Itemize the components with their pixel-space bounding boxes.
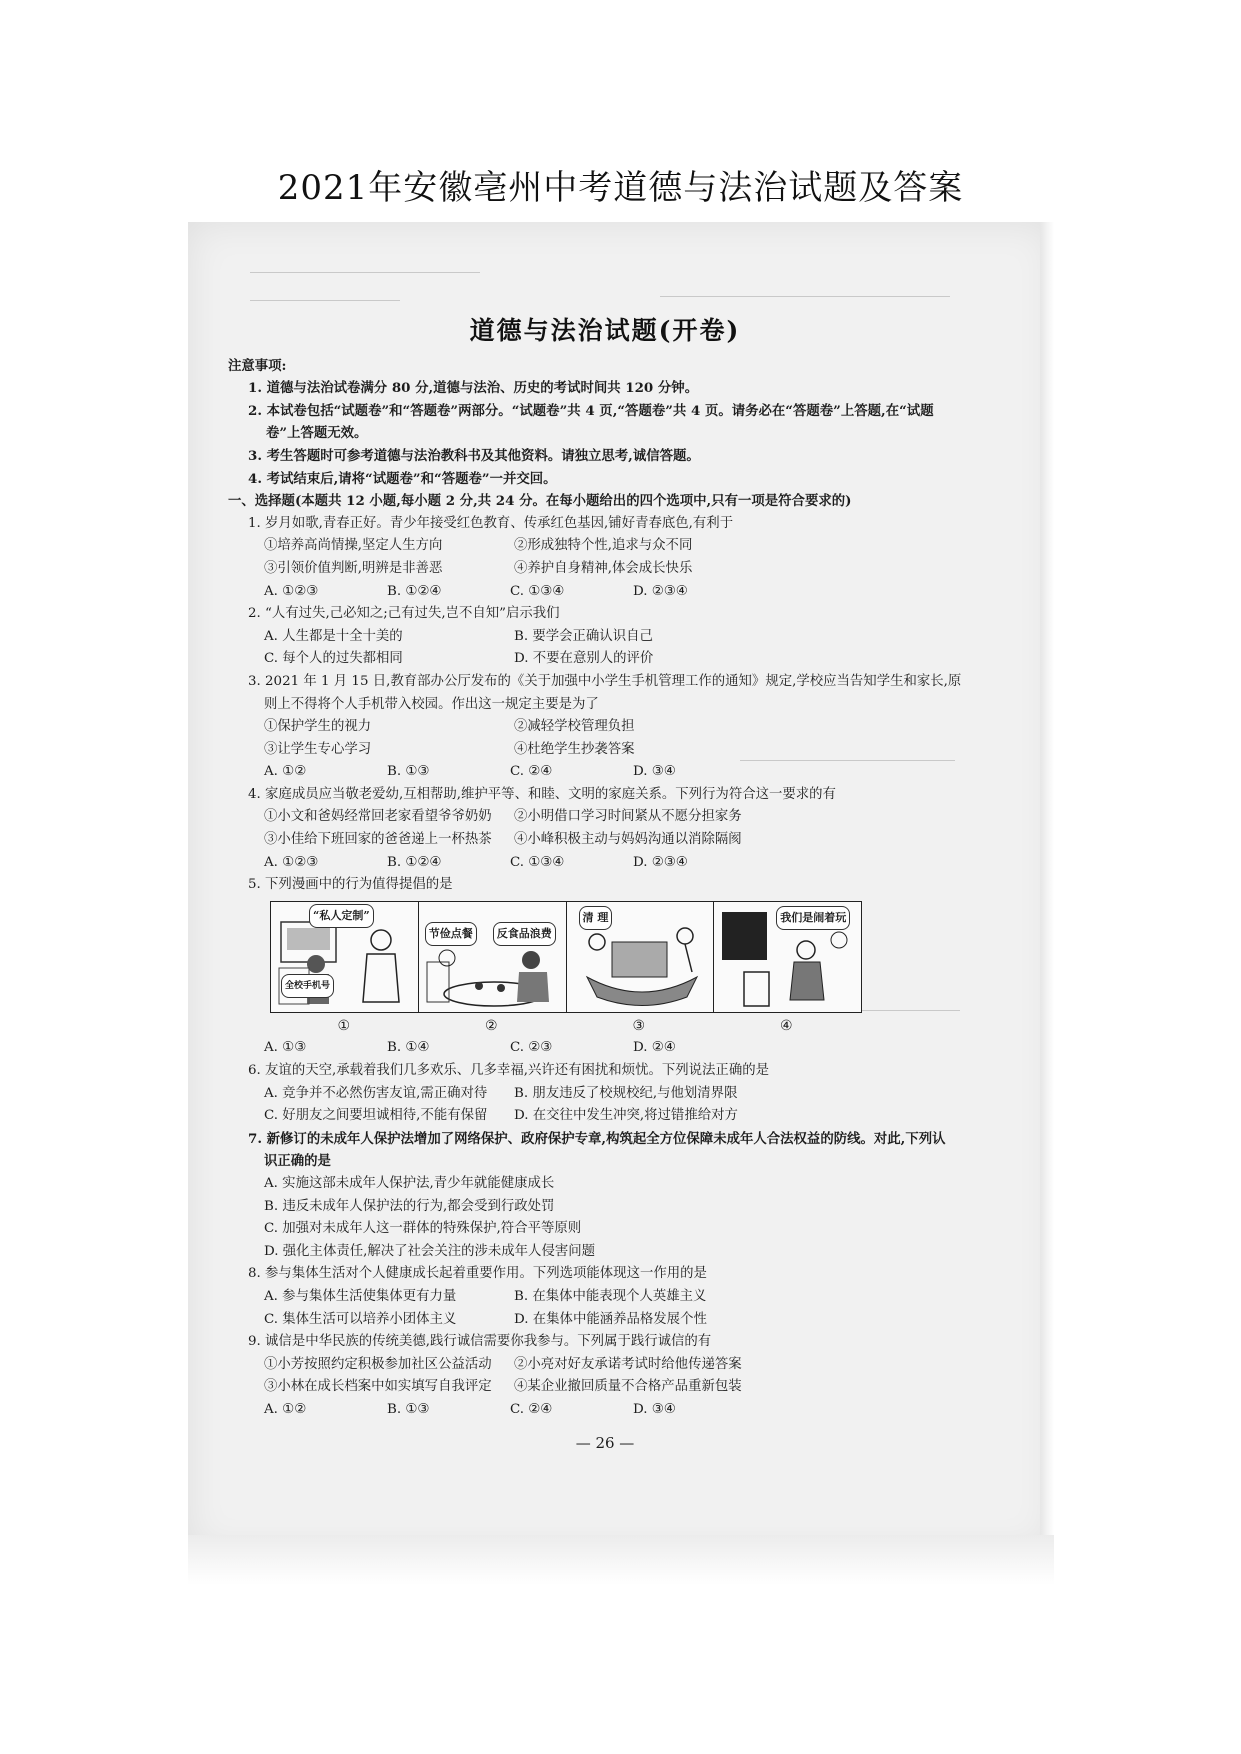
question-2-options bbox=[240, 626, 970, 649]
comic-panel-numbers bbox=[270, 1015, 860, 1038]
question-7-stem-continued: 识正确的是 bbox=[264, 1153, 331, 1170]
document-title: 2021年安徽亳州中考道德与法治试题及答案 bbox=[277, 168, 964, 208]
item: ①培养高尚情操,坚定人生方向 bbox=[264, 538, 443, 554]
option: D. ③④ bbox=[633, 764, 676, 780]
comic-panel-3 bbox=[567, 902, 715, 1012]
exam-paper bbox=[228, 316, 970, 1454]
option: A. 实施这部未成年人保护法,青少年就能健康成长 bbox=[264, 1176, 555, 1191]
question-5-options bbox=[240, 1037, 970, 1060]
option: B. 朋友违反了校规校纪,与他划清界限 bbox=[514, 1085, 738, 1101]
option: D. 强化主体责任,解决了社会关注的涉未成年人侵害问题 bbox=[264, 1243, 596, 1259]
option: C. 集体生活可以培养小团体主义 bbox=[264, 1311, 457, 1327]
option: B. ①③ bbox=[387, 1401, 430, 1417]
option: D. 在交往中发生冲突,将过错推给对方 bbox=[514, 1108, 738, 1124]
option: A. ①③ bbox=[264, 1040, 307, 1056]
notice-heading: 注意事项: bbox=[228, 357, 287, 374]
question-5-stem: 5. 下列漫画中的行为值得提倡的是 bbox=[248, 877, 453, 893]
question-7-stem: 7. 新修订的未成年人保护法增加了网络保护、政府保护专章,构筑起全方位保障未成年人合法权益的防线。对此,下列认 bbox=[248, 1130, 946, 1147]
question-4-items bbox=[240, 806, 970, 829]
notice-item-continued: 卷”上答题无效。 bbox=[266, 425, 368, 442]
option: D. ③④ bbox=[633, 1401, 676, 1417]
question-9-stem: 9. 诚信是中华民族的传统美德,践行诚信需要你我参与。下列属于践行诚信的有 bbox=[248, 1334, 712, 1350]
option: A. ①②③ bbox=[264, 854, 319, 870]
bleed-line bbox=[250, 272, 480, 273]
option: C. 加强对未成年人这一群体的特殊保护,符合平等原则 bbox=[264, 1221, 582, 1237]
option: C. 好朋友之间要坦诚相待,不能有保留 bbox=[264, 1108, 488, 1124]
option: C. ①③④ bbox=[510, 854, 565, 870]
bleed-line bbox=[660, 296, 950, 297]
question-9-options bbox=[240, 1399, 970, 1422]
option: C. 每个人的过失都相同 bbox=[264, 651, 403, 667]
item: ③小林在成长档案中如实填写自我评定 bbox=[264, 1379, 492, 1395]
item: ④养护自身精神,体会成长快乐 bbox=[514, 560, 693, 576]
question-4-items bbox=[240, 829, 970, 852]
comic-strip bbox=[270, 901, 862, 1013]
scan-edge bbox=[1040, 222, 1054, 1552]
option: B. ①④ bbox=[387, 1040, 430, 1056]
question-2-options bbox=[240, 648, 970, 671]
bleed-line bbox=[250, 300, 400, 301]
option: D. 不要在意别人的评价 bbox=[514, 651, 654, 667]
question-3-stem: 3. 2021 年 1 月 15 日,教育部办公厅发布的《关于加强中小学生手机管理工作的通知》规定,学校应当告知学生和家长,原 bbox=[248, 673, 962, 689]
question-1-options bbox=[240, 581, 970, 604]
notice-item: 1. 道德与法治试卷满分 80 分,道德与法治、历史的考试时间共 120 分钟。 bbox=[248, 380, 699, 397]
question-1-items bbox=[240, 535, 970, 558]
item: ①保护学生的视力 bbox=[264, 719, 372, 735]
question-4-stem: 4. 家庭成员应当敬老爱幼,互相帮助,维护平等、和睦、文明的家庭关系。下列行为符合这一要求的有 bbox=[248, 786, 836, 802]
question-8-options bbox=[240, 1309, 970, 1332]
panel-number: ④ bbox=[779, 1017, 793, 1034]
option: A. ①② bbox=[264, 1401, 307, 1417]
option: B. 违反未成年人保护法的行为,都会受到行政处罚 bbox=[264, 1198, 555, 1214]
question-8-stem: 8. 参与集体生活对个人健康成长起着重要作用。下列选项能体现这一作用的是 bbox=[248, 1266, 707, 1282]
option: A. ①② bbox=[264, 764, 307, 780]
item: ②小明借口学习时间紧从不愿分担家务 bbox=[514, 809, 742, 825]
panel-number: ① bbox=[337, 1017, 351, 1034]
comic-caption: 节俭点餐 bbox=[425, 922, 477, 947]
question-9-items bbox=[240, 1376, 970, 1399]
question-1-stem: 1. 岁月如歌,青春正好。青少年接受红色教育、传承红色基因,铺好青春底色,有利于 bbox=[248, 515, 734, 531]
question-2-stem: 2. “人有过失,己必知之;己有过失,岂不自知”启示我们 bbox=[248, 606, 560, 622]
option: C. ②④ bbox=[510, 764, 553, 780]
question-8-options bbox=[240, 1286, 970, 1309]
question-3-items bbox=[240, 739, 970, 762]
panel-number: ② bbox=[484, 1017, 498, 1034]
option: B. 要学会正确认识自己 bbox=[514, 628, 653, 644]
comic-caption: 清 理 bbox=[579, 906, 613, 931]
option: A. 人生都是十全十美的 bbox=[264, 628, 403, 644]
option: B. ①③ bbox=[387, 764, 430, 780]
item: ④某企业撤回质量不合格产品重新包装 bbox=[514, 1379, 742, 1395]
scan-bottom-edge bbox=[188, 1535, 1054, 1585]
item: ③小佳给下班回家的爸爸递上一杯热茶 bbox=[264, 832, 492, 848]
option: D. ②③④ bbox=[633, 854, 688, 870]
question-3-items bbox=[240, 716, 970, 739]
question-6-stem: 6. 友谊的天空,承载着我们几多欢乐、几多幸福,兴许还有困扰和烦忧。下列说法正确的是 bbox=[248, 1063, 769, 1079]
comic-panel-1 bbox=[271, 902, 419, 1012]
item: ①小文和爸妈经常回老家看望爷爷奶奶 bbox=[264, 809, 492, 825]
comic-caption: 全校手机号 bbox=[281, 974, 334, 999]
item: ②减轻学校管理负担 bbox=[514, 719, 635, 735]
item: ③让学生专心学习 bbox=[264, 741, 372, 757]
option: A. 竞争并不必然伤害友谊,需正确对待 bbox=[264, 1085, 488, 1101]
page-number: — 26 — bbox=[575, 1433, 635, 1452]
option: C. ①③④ bbox=[510, 583, 565, 599]
option: C. ②④ bbox=[510, 1401, 553, 1417]
question-3-options bbox=[240, 761, 970, 784]
option: A. 参与集体生活使集体更有力量 bbox=[264, 1288, 457, 1304]
question-3-stem-continued: 则上不得将个人手机带入校园。作出这一规定主要是为了 bbox=[264, 696, 599, 712]
option: D. ②④ bbox=[633, 1040, 676, 1056]
option: D. 在集体中能涵养品格发展个性 bbox=[514, 1311, 707, 1327]
comic-drawing bbox=[419, 902, 566, 1012]
section-heading: 一、选择题(本题共 12 小题,每小题 2 分,共 24 分。在每小题给出的四个选项中,只有一项是符合要求的) bbox=[228, 493, 852, 510]
notice-item: 3. 考生答题时可参考道德与法治教科书及其他资料。请独立思考,诚信答题。 bbox=[248, 447, 700, 464]
option: B. ①②④ bbox=[387, 583, 442, 599]
item: ②小亮对好友承诺考试时给他传递答案 bbox=[514, 1356, 742, 1372]
exam-title: 道德与法治试题(开卷) bbox=[469, 316, 741, 345]
comic-caption: “私人定制” bbox=[309, 904, 374, 929]
option: B. 在集体中能表现个人英雄主义 bbox=[514, 1288, 707, 1304]
notice-item: 4. 考试结束后,请将“试题卷”和“答题卷”一并交回。 bbox=[248, 470, 557, 487]
question-6-options bbox=[240, 1083, 970, 1106]
item: ①小芳按照约定积极参加社区公益活动 bbox=[264, 1356, 492, 1372]
question-4-options bbox=[240, 852, 970, 875]
notice-item: 2. 本试卷包括“试题卷”和“答题卷”两部分。“试题卷”共 4 页,“答题卷”共 4 页。请务必在“答题卷”上答题,在“试题 bbox=[248, 402, 934, 419]
comic-panel-4 bbox=[714, 902, 861, 1012]
option: D. ②③④ bbox=[633, 583, 688, 599]
comic-caption: 我们是闹着玩 bbox=[776, 906, 850, 931]
item: ④杜绝学生抄袭答案 bbox=[514, 741, 635, 757]
comic-caption: 反食品浪费 bbox=[493, 922, 556, 947]
item: ④小峰积极主动与妈妈沟通以消除隔阂 bbox=[514, 832, 742, 848]
option: C. ②③ bbox=[510, 1040, 553, 1056]
option: B. ①②④ bbox=[387, 854, 442, 870]
item: ②形成独特个性,追求与众不同 bbox=[514, 538, 693, 554]
option: A. ①②③ bbox=[264, 583, 319, 599]
comic-panel-2 bbox=[419, 902, 567, 1012]
question-9-items bbox=[240, 1354, 970, 1377]
question-1-items bbox=[240, 558, 970, 581]
item: ③引领价值判断,明辨是非善恶 bbox=[264, 560, 443, 576]
panel-number: ③ bbox=[632, 1017, 646, 1034]
question-6-options bbox=[240, 1105, 970, 1128]
